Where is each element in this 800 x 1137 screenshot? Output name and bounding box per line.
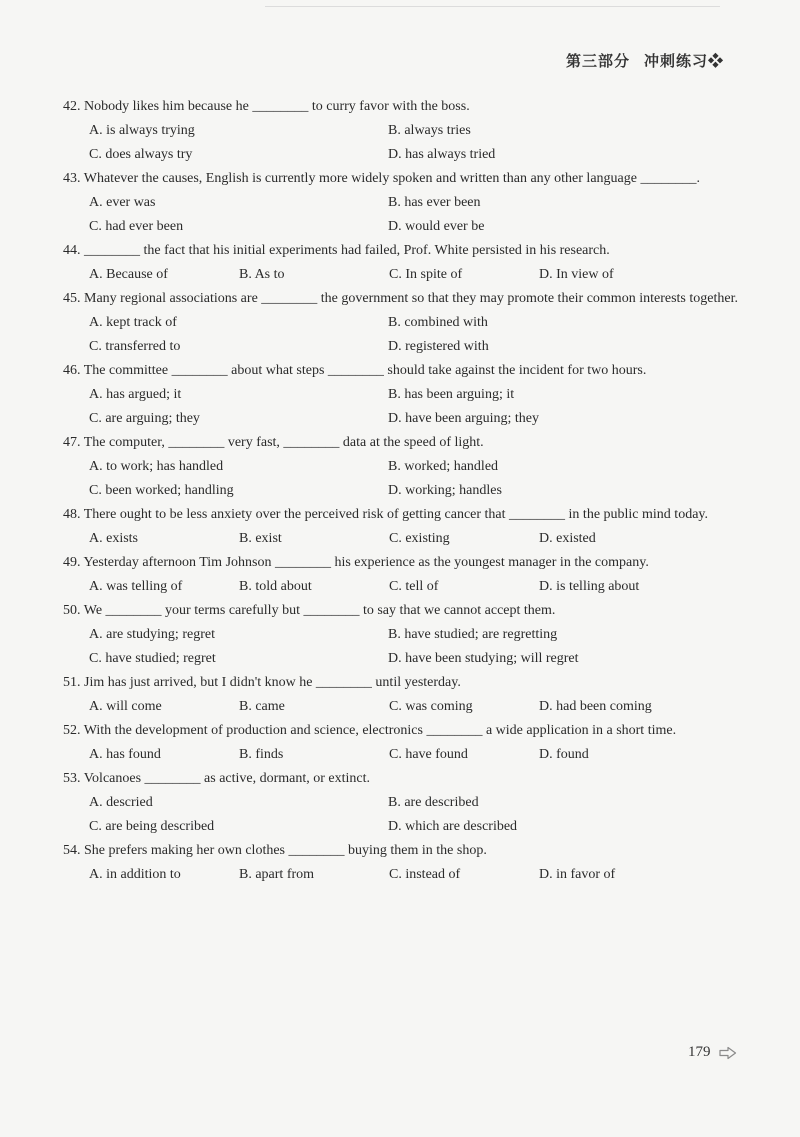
question-44 bbox=[63, 239, 738, 287]
option-a: A. are studying; regret bbox=[89, 627, 215, 642]
option-d: D. registered with bbox=[388, 339, 489, 354]
question-49 bbox=[63, 551, 738, 599]
option-list bbox=[63, 743, 738, 767]
option-d: D. existed bbox=[539, 531, 596, 546]
question-stem bbox=[63, 95, 738, 119]
section-title: 冲刺练习 bbox=[643, 54, 708, 70]
question-48 bbox=[63, 503, 738, 551]
question-42 bbox=[63, 95, 738, 167]
option-c: C. are being described bbox=[89, 819, 215, 834]
option-b: B. worked; handled bbox=[388, 459, 499, 474]
option-a: A. in addition to bbox=[89, 867, 181, 882]
option-c: C. does always try bbox=[89, 147, 193, 162]
question-number: 42. bbox=[63, 99, 81, 114]
top-rule bbox=[265, 6, 720, 7]
option-d: D. has always tried bbox=[388, 147, 496, 162]
question-stem bbox=[63, 287, 738, 311]
question-list bbox=[63, 95, 738, 887]
question-text: Volcanoes ________ as active, dormant, or extinct. bbox=[83, 771, 371, 786]
question-stem bbox=[63, 767, 738, 791]
question-stem bbox=[63, 599, 738, 623]
option-list bbox=[63, 575, 738, 599]
question-text: There ought to be less anxiety over the perceived risk of getting cancer that ________ in the public mind today. bbox=[83, 507, 708, 522]
option-a: A. exists bbox=[89, 531, 138, 546]
option-b: B. has ever been bbox=[388, 195, 481, 210]
question-stem bbox=[63, 719, 738, 743]
question-stem bbox=[63, 431, 738, 455]
option-a: A. descried bbox=[89, 795, 153, 810]
question-number: 43. bbox=[63, 171, 81, 186]
option-d: D. have been arguing; they bbox=[388, 411, 539, 426]
option-a: A. kept track of bbox=[89, 315, 177, 330]
option-c: C. tell of bbox=[389, 579, 439, 594]
option-a: A. is always trying bbox=[89, 123, 195, 138]
diamond-marker-icon: ❖ bbox=[707, 54, 724, 70]
question-stem bbox=[63, 167, 738, 191]
question-stem bbox=[63, 503, 738, 527]
option-list bbox=[63, 623, 738, 671]
page-number: 179 bbox=[688, 1044, 711, 1060]
option-c: C. transferred to bbox=[89, 339, 181, 354]
question-number: 51. bbox=[63, 675, 81, 690]
question-number: 44. bbox=[63, 243, 81, 258]
option-b: B. came bbox=[239, 699, 285, 714]
option-c: C. existing bbox=[389, 531, 450, 546]
question-number: 47. bbox=[63, 435, 81, 450]
question-stem bbox=[63, 359, 738, 383]
option-d: D. In view of bbox=[539, 267, 614, 282]
question-54 bbox=[63, 839, 738, 887]
option-b: B. have studied; are regretting bbox=[388, 627, 558, 642]
question-46 bbox=[63, 359, 738, 431]
question-stem bbox=[63, 671, 738, 695]
option-list bbox=[63, 191, 738, 239]
option-c: C. are arguing; they bbox=[89, 411, 200, 426]
option-a: A. Because of bbox=[89, 267, 168, 282]
question-number: 48. bbox=[63, 507, 81, 522]
option-list bbox=[63, 119, 738, 167]
question-43 bbox=[63, 167, 738, 239]
question-stem bbox=[63, 239, 738, 263]
option-c: C. been worked; handling bbox=[89, 483, 234, 498]
option-b: B. As to bbox=[239, 267, 285, 282]
question-50 bbox=[63, 599, 738, 671]
question-52 bbox=[63, 719, 738, 767]
option-b: B. has been arguing; it bbox=[388, 387, 515, 402]
question-number: 45. bbox=[63, 291, 81, 306]
page-footer bbox=[688, 1044, 737, 1061]
question-47 bbox=[63, 431, 738, 503]
option-a: A. will come bbox=[89, 699, 162, 714]
arrow-right-outline-icon bbox=[719, 1046, 737, 1060]
option-list bbox=[63, 383, 738, 431]
question-stem bbox=[63, 551, 738, 575]
question-stem bbox=[63, 839, 738, 863]
option-a: A. ever was bbox=[89, 195, 156, 210]
question-text: With the development of production and science, electronics ________ a wide application in a short time. bbox=[83, 723, 677, 738]
option-c: C. In spite of bbox=[389, 267, 463, 282]
question-text: The committee ________ about what steps ________ should take against the incident for two hours. bbox=[83, 363, 647, 378]
option-c: C. have found bbox=[389, 747, 468, 762]
option-b: B. finds bbox=[239, 747, 284, 762]
option-b: B. always tries bbox=[388, 123, 471, 138]
option-list bbox=[63, 263, 738, 287]
question-number: 52. bbox=[63, 723, 81, 738]
question-45 bbox=[63, 287, 738, 359]
option-a: A. was telling of bbox=[89, 579, 183, 594]
option-b: B. are described bbox=[388, 795, 479, 810]
option-d: D. which are described bbox=[388, 819, 518, 834]
question-53 bbox=[63, 767, 738, 839]
running-header bbox=[566, 50, 724, 71]
option-a: A. has found bbox=[89, 747, 161, 762]
option-list bbox=[63, 527, 738, 551]
question-number: 53. bbox=[63, 771, 81, 786]
question-text: Jim has just arrived, but I didn't know he ________ until yesterday. bbox=[84, 675, 461, 690]
option-list bbox=[63, 791, 738, 839]
option-c: C. was coming bbox=[389, 699, 473, 714]
question-text: She prefers making her own clothes ________ buying them in the shop. bbox=[84, 843, 487, 858]
option-d: D. working; handles bbox=[388, 483, 502, 498]
question-text: ________ the fact that his initial experiments had failed, Prof. White persisted in his research. bbox=[84, 243, 610, 258]
option-d: D. had been coming bbox=[539, 699, 652, 714]
option-list bbox=[63, 455, 738, 503]
option-list bbox=[63, 311, 738, 359]
option-c: C. instead of bbox=[389, 867, 461, 882]
question-text: Yesterday afternoon Tim Johnson ________ his experience as the youngest manager in the company. bbox=[83, 555, 649, 570]
option-d: D. have been studying; will regret bbox=[388, 651, 579, 666]
question-text: The computer, ________ very fast, ________ data at the speed of light. bbox=[83, 435, 484, 450]
option-c: C. have studied; regret bbox=[89, 651, 216, 666]
question-number: 50. bbox=[63, 603, 81, 618]
option-b: B. combined with bbox=[388, 315, 488, 330]
option-c: C. had ever been bbox=[89, 219, 184, 234]
option-d: D. is telling about bbox=[539, 579, 640, 594]
option-d: D. found bbox=[539, 747, 589, 762]
question-text: Many regional associations are ________ the government so that they may promote their common interests together. bbox=[84, 291, 738, 306]
question-text: Nobody likes him because he ________ to curry favor with the boss. bbox=[84, 99, 470, 114]
question-text: Whatever the causes, English is currently more widely spoken and written than any other language ________. bbox=[83, 171, 700, 186]
question-text: We ________ your terms carefully but ________ to say that we cannot accept them. bbox=[83, 603, 556, 618]
question-number: 54. bbox=[63, 843, 81, 858]
question-51 bbox=[63, 671, 738, 719]
section-label: 第三部分 bbox=[565, 54, 630, 70]
question-number: 46. bbox=[63, 363, 81, 378]
option-d: D. would ever be bbox=[388, 219, 485, 234]
question-number: 49. bbox=[63, 555, 81, 570]
option-list bbox=[63, 695, 738, 719]
option-a: A. to work; has handled bbox=[89, 459, 224, 474]
option-b: B. told about bbox=[239, 579, 312, 594]
option-a: A. has argued; it bbox=[89, 387, 182, 402]
option-b: B. exist bbox=[239, 531, 282, 546]
option-b: B. apart from bbox=[239, 867, 315, 882]
option-list bbox=[63, 863, 738, 887]
option-d: D. in favor of bbox=[539, 867, 616, 882]
